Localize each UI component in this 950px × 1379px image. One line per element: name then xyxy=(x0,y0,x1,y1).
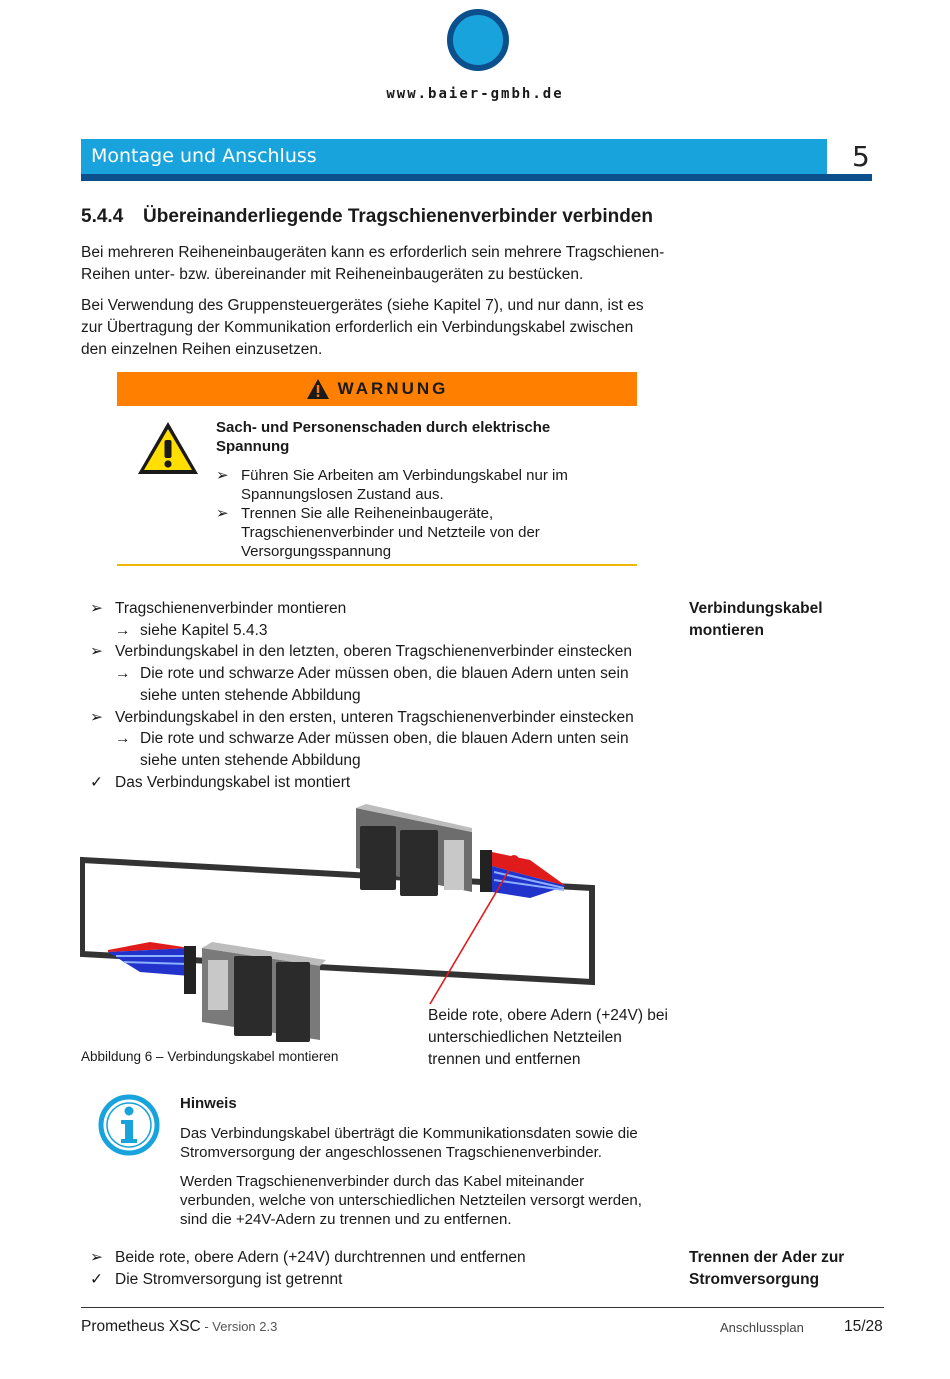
chapter-title: Montage und Anschluss xyxy=(91,145,317,167)
step-item xyxy=(90,707,680,729)
check-mark-icon: ✓ xyxy=(90,773,103,791)
figure-annotation-line: Beide rote, obere Adern (+24V) bei xyxy=(428,1007,668,1024)
right-arrow-icon: → xyxy=(115,730,131,748)
company-logo xyxy=(447,9,509,71)
note-line: Stromversorgung der angeschlossenen Tragschienenverbinder. xyxy=(180,1144,602,1161)
arrow-bullet-icon: ➢ xyxy=(216,467,229,484)
section-title: Übereinanderliegende Tragschienenverbinder verbinden xyxy=(143,206,653,227)
step-text: Das Verbindungskabel ist montiert xyxy=(115,773,351,791)
note-title: Hinweis xyxy=(180,1095,237,1112)
warning-item-line: Tragschienenverbinder und Netzteile von der xyxy=(241,524,540,541)
step-subtext: Die rote und schwarze Ader müssen oben, die blauen Adern unten sein xyxy=(140,665,629,683)
website-url: www.baier-gmbh.de xyxy=(386,86,564,102)
step-subitem xyxy=(90,620,680,642)
arrow-bullet-icon: ➢ xyxy=(90,708,103,726)
side-label-mount xyxy=(689,598,889,641)
arrow-bullet-icon: ➢ xyxy=(90,1249,103,1266)
chapter-underline xyxy=(81,174,872,181)
side-label-line: Verbindungskabel xyxy=(689,600,823,617)
product-version: - Version 2.3 xyxy=(200,1319,278,1334)
warning-item-line: Führen Sie Arbeiten am Verbindungskabel nur im xyxy=(241,467,568,484)
right-arrow-icon: → xyxy=(115,665,131,683)
product-name: Prometheus XSC xyxy=(81,1318,201,1335)
warning-triangle-icon xyxy=(136,420,200,476)
step-item xyxy=(90,1269,680,1291)
intro-paragraph xyxy=(81,242,681,286)
note-line: Das Verbindungskabel überträgt die Kommunikationsdaten sowie die xyxy=(180,1125,638,1142)
note-paragraph xyxy=(180,1172,690,1229)
section-number: 5.4.4 xyxy=(81,206,124,227)
footer-document: Anschlussplan xyxy=(720,1320,804,1335)
disconnect-steps xyxy=(90,1247,680,1290)
warning-item-line: Spannungslosen Zustand aus. xyxy=(241,486,444,503)
step-text: Verbindungskabel in den letzten, oberen Tragschienenverbinder einstecken xyxy=(115,643,633,661)
warning-label: WARNUNG xyxy=(337,379,449,398)
note-line: sind die +24V-Adern zu trennen und zu entfernen. xyxy=(180,1211,512,1228)
upper-rail-connector xyxy=(356,804,492,896)
arrow-bullet-icon: ➢ xyxy=(90,600,103,617)
warning-small-icon xyxy=(306,378,330,400)
footer-product xyxy=(81,1318,277,1336)
upper-cable-plug xyxy=(492,852,566,898)
warning-item-line: Trennen Sie alle Reiheneinbaugeräte, xyxy=(241,505,494,522)
warning-item-line: Versorgungsspannung xyxy=(241,543,392,560)
arrow-bullet-icon: ➢ xyxy=(216,505,229,522)
figure-annotation-line: trennen und entfernen xyxy=(428,1051,581,1068)
right-arrow-icon: → xyxy=(115,621,131,639)
check-mark-icon: ✓ xyxy=(90,1270,103,1288)
page-number: 15/28 xyxy=(844,1318,883,1335)
figure-annotation xyxy=(428,1005,688,1071)
warning-bottom-rule xyxy=(117,564,637,566)
figure-caption: Abbildung 6 – Verbindungskabel montieren xyxy=(81,1049,339,1064)
warning-item xyxy=(216,466,626,504)
warning-item xyxy=(216,504,626,561)
step-subtext: siehe Kapitel 5.4.3 xyxy=(140,621,268,639)
step-item xyxy=(90,772,680,794)
lower-rail-connector xyxy=(202,942,326,1042)
lower-cable-plug xyxy=(108,942,196,994)
step-subtext: siehe unten stehende Abbildung xyxy=(140,686,361,704)
step-item xyxy=(90,641,680,663)
warning-banner xyxy=(117,372,637,406)
intro-line: Bei mehreren Reiheneinbaugeräten kann es erforderlich sein mehrere Tragschienen- xyxy=(81,244,665,261)
step-subtext: siehe unten stehende Abbildung xyxy=(140,751,361,769)
side-label-line: Stromversorgung xyxy=(689,1270,820,1288)
section-heading xyxy=(81,206,653,228)
step-item xyxy=(90,598,680,620)
warning-heading xyxy=(216,418,616,456)
arrow-bullet-icon: ➢ xyxy=(90,643,103,661)
step-subtext: Die rote und schwarze Ader müssen oben, die blauen Adern unten sein xyxy=(140,730,629,748)
usage-line: zur Übertragung der Kommunikation erforderlich ein Verbindungskabel zwischen xyxy=(81,319,634,336)
warning-list xyxy=(216,466,626,561)
usage-line: den einzelnen Reihen einzusetzen. xyxy=(81,341,323,358)
step-subitem xyxy=(90,663,680,685)
step-item xyxy=(90,1247,680,1269)
mount-steps xyxy=(90,598,680,793)
step-subitem xyxy=(90,750,680,772)
footer-rule xyxy=(81,1307,884,1308)
info-icon xyxy=(97,1093,161,1157)
chapter-number: 5 xyxy=(852,140,870,173)
side-label-disconnect xyxy=(689,1247,889,1290)
warning-heading-line: Spannung xyxy=(216,438,290,455)
step-text: Beide rote, obere Adern (+24V) durchtrennen und entfernen xyxy=(115,1249,526,1266)
side-label-line: montieren xyxy=(689,621,764,639)
note-line: Werden Tragschienenverbinder durch das Kabel miteinander xyxy=(180,1173,585,1190)
note-paragraph xyxy=(180,1124,690,1162)
note-line: verbunden, welche von unterschiedlichen Netzteilen versorgt werden, xyxy=(180,1192,642,1209)
usage-line: Bei Verwendung des Gruppensteuergerätes (siehe Kapitel 7), und nur dann, ist es xyxy=(81,297,644,314)
step-text: Tragschienenverbinder montieren xyxy=(115,600,347,617)
step-subitem xyxy=(90,728,680,750)
intro-line: Reihen unter- bzw. übereinander mit Reiheneinbaugeräten zu bestücken. xyxy=(81,266,584,283)
side-label-line: Trennen der Ader zur xyxy=(689,1249,845,1266)
step-text: Die Stromversorgung ist getrennt xyxy=(115,1270,343,1288)
figure-annotation-line: unterschiedlichen Netzteilen xyxy=(428,1029,622,1046)
step-subitem xyxy=(90,685,680,707)
warning-heading-line: Sach- und Personenschaden durch elektrische xyxy=(216,419,551,436)
step-text: Verbindungskabel in den ersten, unteren Tragschienenverbinder einstecken xyxy=(115,708,634,726)
usage-paragraph xyxy=(81,295,681,361)
